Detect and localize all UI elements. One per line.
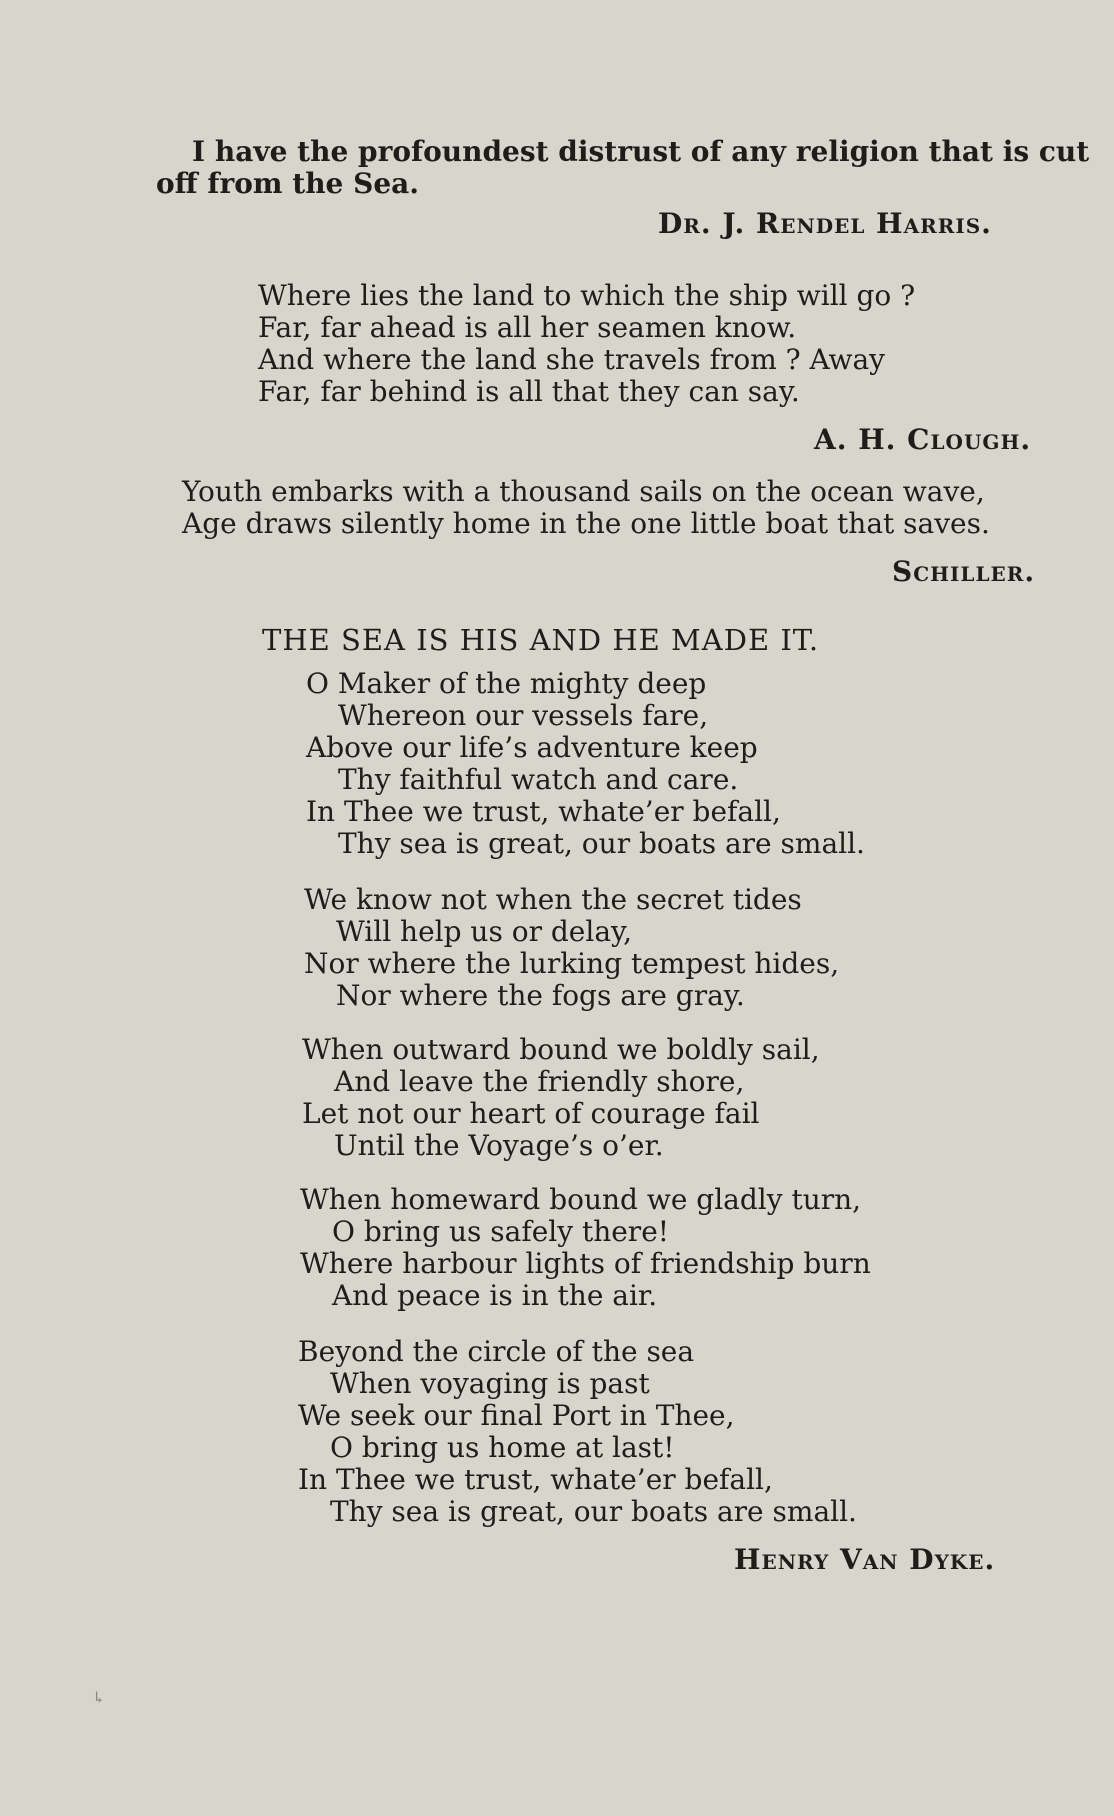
poem-line: Where harbour lights of friendship burn xyxy=(300,1247,871,1280)
poem-line: And leave the friendly shore, xyxy=(334,1065,745,1098)
poem-line: O bring us safely there! xyxy=(332,1215,670,1248)
quote-author: Schiller. xyxy=(892,555,1036,588)
poem-line: When voyaging is past xyxy=(330,1367,650,1400)
poem-line: Nor where the lurking tempest hides, xyxy=(304,947,840,980)
poem-line: Whereon our vessels fare, xyxy=(338,699,709,732)
poem-line: Beyond the circle of the sea xyxy=(298,1335,695,1368)
quote-line: And where the land she travels from ? Away xyxy=(258,343,885,376)
quote-line: Where lies the land to which the ship will go ? xyxy=(258,279,916,312)
poem-line: We seek our final Port in Thee, xyxy=(298,1399,735,1432)
quote-line: Age draws silently home in the one little boat that saves. xyxy=(182,507,990,540)
quote-line: Far, far ahead is all her seamen know. xyxy=(258,311,797,344)
poem-line: Thy sea is great, our boats are small. xyxy=(338,827,865,860)
poem-line: Nor where the fogs are gray. xyxy=(336,979,745,1012)
quote-line: I have the profoundest distrust of any religion that is cut xyxy=(192,135,1090,168)
paper-mark: ↳ xyxy=(92,1688,106,1707)
quote-author: Dr. J. Rendel Harris. xyxy=(658,207,992,240)
quote-author: A. H. Clough. xyxy=(814,423,1032,456)
poem-author: Henry Van Dyke. xyxy=(734,1543,996,1576)
poem-line: We know not when the secret tides xyxy=(304,883,802,916)
poem-line: Thy sea is great, our boats are small. xyxy=(330,1495,857,1528)
quote-line: Youth embarks with a thousand sails on the ocean wave, xyxy=(182,475,985,508)
quote-line: Far, far behind is all that they can say. xyxy=(258,375,800,408)
poem-line: Will help us or delay, xyxy=(336,915,633,948)
poem-line: Above our life’s adventure keep xyxy=(306,731,758,764)
poem-line: In Thee we trust, whate’er befall, xyxy=(306,795,781,828)
poem-line: Let not our heart of courage fail xyxy=(302,1097,760,1130)
poem-title: THE SEA IS HIS AND HE MADE IT. xyxy=(262,623,820,657)
poem-line: O Maker of the mighty deep xyxy=(306,667,707,700)
poem-line: And peace is in the air. xyxy=(332,1279,658,1312)
poem-line: When outward bound we boldly sail, xyxy=(302,1033,820,1066)
poem-line: When homeward bound we gladly turn, xyxy=(300,1183,862,1216)
poem-line: Thy faithful watch and care. xyxy=(338,763,739,796)
poem-line: Until the Voyage’s o’er. xyxy=(334,1129,664,1162)
poem-line: In Thee we trust, whate’er befall, xyxy=(298,1463,773,1496)
quote-line: off from the Sea. xyxy=(156,167,420,200)
poem-line: O bring us home at last! xyxy=(330,1431,675,1464)
